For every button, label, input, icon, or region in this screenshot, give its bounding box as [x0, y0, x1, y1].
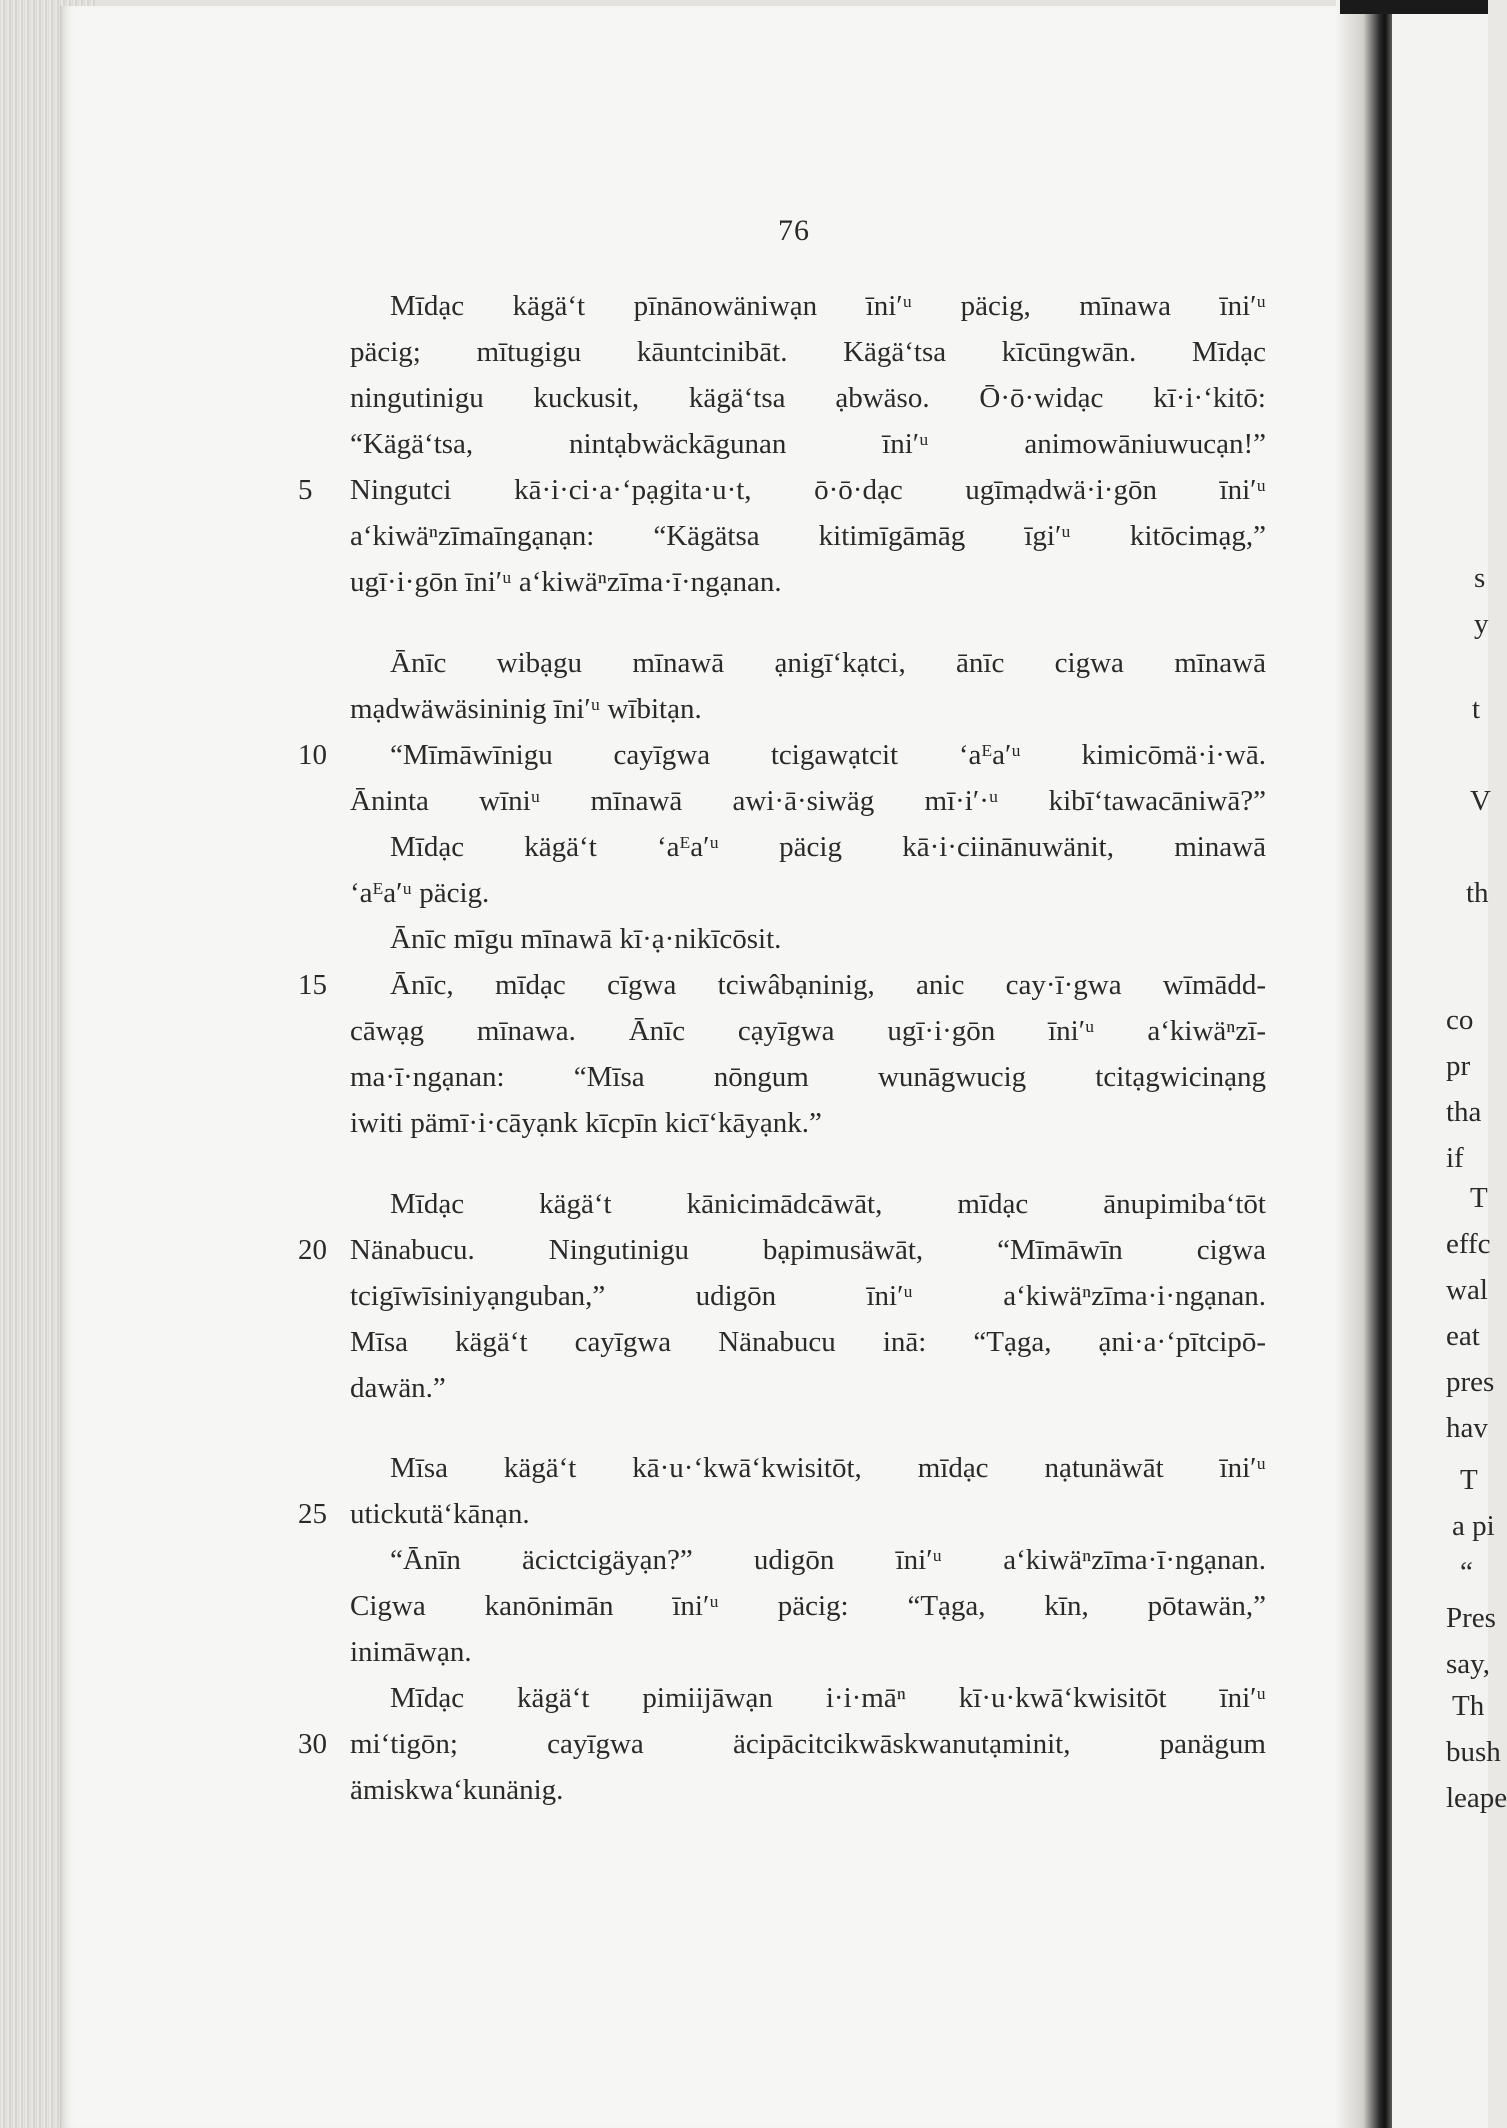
facing-fragment: “: [1460, 1556, 1473, 1588]
text-line: utickutä‘kānạn.: [350, 1498, 530, 1530]
text-line: mạdwäwäsininig īni′ᵘ wībitạn.: [350, 693, 702, 725]
facing-fragment: pres: [1446, 1366, 1495, 1398]
line-number: 15: [298, 969, 327, 1001]
text-line: Ānīc, mīdạc cīgwa tciwâbạninig, anic cay·ī·gwa wīmādd-: [390, 969, 1266, 1001]
text-line: iwiti pämī·i·cāyạnk kīcpīn kicī‘kāyạnk.”: [350, 1107, 822, 1139]
text-line: ‘aᴱa′ᵘ päcig.: [350, 877, 490, 909]
facing-fragment: wal: [1446, 1274, 1488, 1306]
facing-fragment: hav: [1446, 1412, 1488, 1444]
facing-fragment: leape: [1446, 1782, 1507, 1814]
line-number: 25: [298, 1498, 327, 1530]
text-line: “Kägä‘tsa, nintạbwäckāgunan īni′ᵘ animowāniuwucạn!”: [350, 428, 1266, 460]
dark-corner: [1340, 0, 1488, 14]
facing-fragment: th: [1466, 877, 1489, 909]
facing-fragment: a pi: [1452, 1510, 1495, 1542]
text-line: Mīsa kägä‘t cayīgwa Nänabucu inā: “Tạga, ạni·a·‘pītcipō-: [350, 1326, 1266, 1358]
line-number: 20: [298, 1234, 327, 1266]
text-line: a‘kiwäⁿzīmaīngạnạn: “Kägätsa kitimīgāmāg īgi′ᵘ kitōcimạg,”: [350, 520, 1266, 552]
facing-fragment: tha: [1446, 1096, 1482, 1128]
text-line: Ānīc mīgu mīnawā kī·ạ·nikīcōsit.: [390, 923, 782, 955]
facing-fragment: effc: [1446, 1228, 1491, 1260]
line-number: 30: [298, 1728, 327, 1760]
facing-fragment: T: [1460, 1464, 1478, 1496]
line-number: 5: [298, 474, 313, 506]
text-line: tcigīwīsiniyạnguban,” udigōn īni′ᵘ a‘kiwäⁿzīma·i·ngạnan.: [350, 1280, 1266, 1312]
text-line: Ānīc wibạgu mīnawā ạnigī‘kạtci, ānīc cigwa mīnawā: [390, 647, 1266, 679]
text-line: päcig; mītugigu kāuntcinibāt. Kägä‘tsa kīcūngwān. Mīdạc: [350, 336, 1266, 368]
text-line: ugī·i·gōn īni′ᵘ a‘kiwäⁿzīma·ī·ngạnan.: [350, 566, 782, 598]
text-line: Nänabucu. Ningutinigu bạpimusäwāt, “Mīmāwīn cigwa: [350, 1234, 1266, 1266]
text-line: Ningutci kā·i·ci·a·‘pạgita·u·t, ō·ō·dạc ugīmạdwä·i·gōn īni′ᵘ: [350, 474, 1266, 506]
page-number: 76: [778, 214, 810, 247]
text-line: “Ānīn äcictcigäyạn?” udigōn īni′ᵘ a‘kiwäⁿzīma·ī·ngạnan.: [390, 1544, 1266, 1576]
facing-fragment: t: [1472, 693, 1481, 725]
text-line: Mīdạc kägä‘t pimiijāwạn i·i·māⁿ kī·u·kwā‘kwisitōt īni′ᵘ: [390, 1682, 1266, 1714]
facing-fragment: bush: [1446, 1736, 1501, 1768]
line-number: 10: [298, 739, 327, 771]
facing-fragment: Pres: [1446, 1602, 1496, 1634]
facing-fragment: V: [1470, 785, 1491, 817]
text-line: Āninta wīniᵘ mīnawā awi·ā·siwäg mī·i′·ᵘ kibī‘tawacāniwā?”: [350, 785, 1266, 817]
text-line: Mīdạc kägä‘t ‘aᴱa′ᵘ päcig kā·i·ciinānuwänit, minawā: [390, 831, 1266, 863]
text-line: Cigwa kanōnimān īni′ᵘ päcig: “Tạga, kīn, pōtawän,”: [350, 1590, 1266, 1622]
facing-fragment: say,: [1446, 1648, 1491, 1680]
text-line: dawän.”: [350, 1372, 446, 1404]
facing-fragment: pr: [1446, 1050, 1471, 1082]
text-line: “Mīmāwīnigu cayīgwa tcigawạtcit ‘aᴱa′ᵘ kimicōmä·i·wā.: [390, 739, 1266, 771]
text-line: ningutinigu kuckusit, kägä‘tsa ạbwäso. Ō·ō·widạc kī·i·‘kitō:: [350, 382, 1266, 414]
facing-fragment: if: [1446, 1142, 1464, 1174]
text-line: inimāwạn.: [350, 1636, 472, 1668]
text-line: mi‘tigōn; cayīgwa äcipācitcikwāskwanutạminit, panägum: [350, 1728, 1266, 1760]
text-line: Mīsa kägä‘t kā·u·‘kwā‘kwisitōt, mīdạc nạtunäwāt īni′ᵘ: [390, 1452, 1266, 1484]
text-line: ma·ī·ngạnan: “Mīsa nōngum wunāgwucig tcitạgwicinạng: [350, 1061, 1266, 1093]
text-line: Mīdạc kägä‘t pīnānowäniwạn īni′ᵘ päcig, mīnawa īni′ᵘ: [390, 290, 1266, 322]
text-line: cāwạg mīnawa. Ānīc cạyīgwa ugī·i·gōn īni′ᵘ a‘kiwäⁿzī-: [350, 1015, 1266, 1047]
facing-fragment: Th: [1452, 1690, 1485, 1722]
facing-fragment: s: [1474, 562, 1486, 594]
facing-fragment: y: [1474, 608, 1489, 640]
text-line: ämiskwa‘kunänig.: [350, 1774, 564, 1806]
text-line: Mīdạc kägä‘t kānicimādcāwāt, mīdạc ānupimiba‘tōt: [390, 1188, 1266, 1220]
facing-fragment: T: [1470, 1182, 1488, 1214]
facing-fragment: co: [1446, 1004, 1474, 1036]
facing-fragment: eat: [1446, 1320, 1480, 1352]
